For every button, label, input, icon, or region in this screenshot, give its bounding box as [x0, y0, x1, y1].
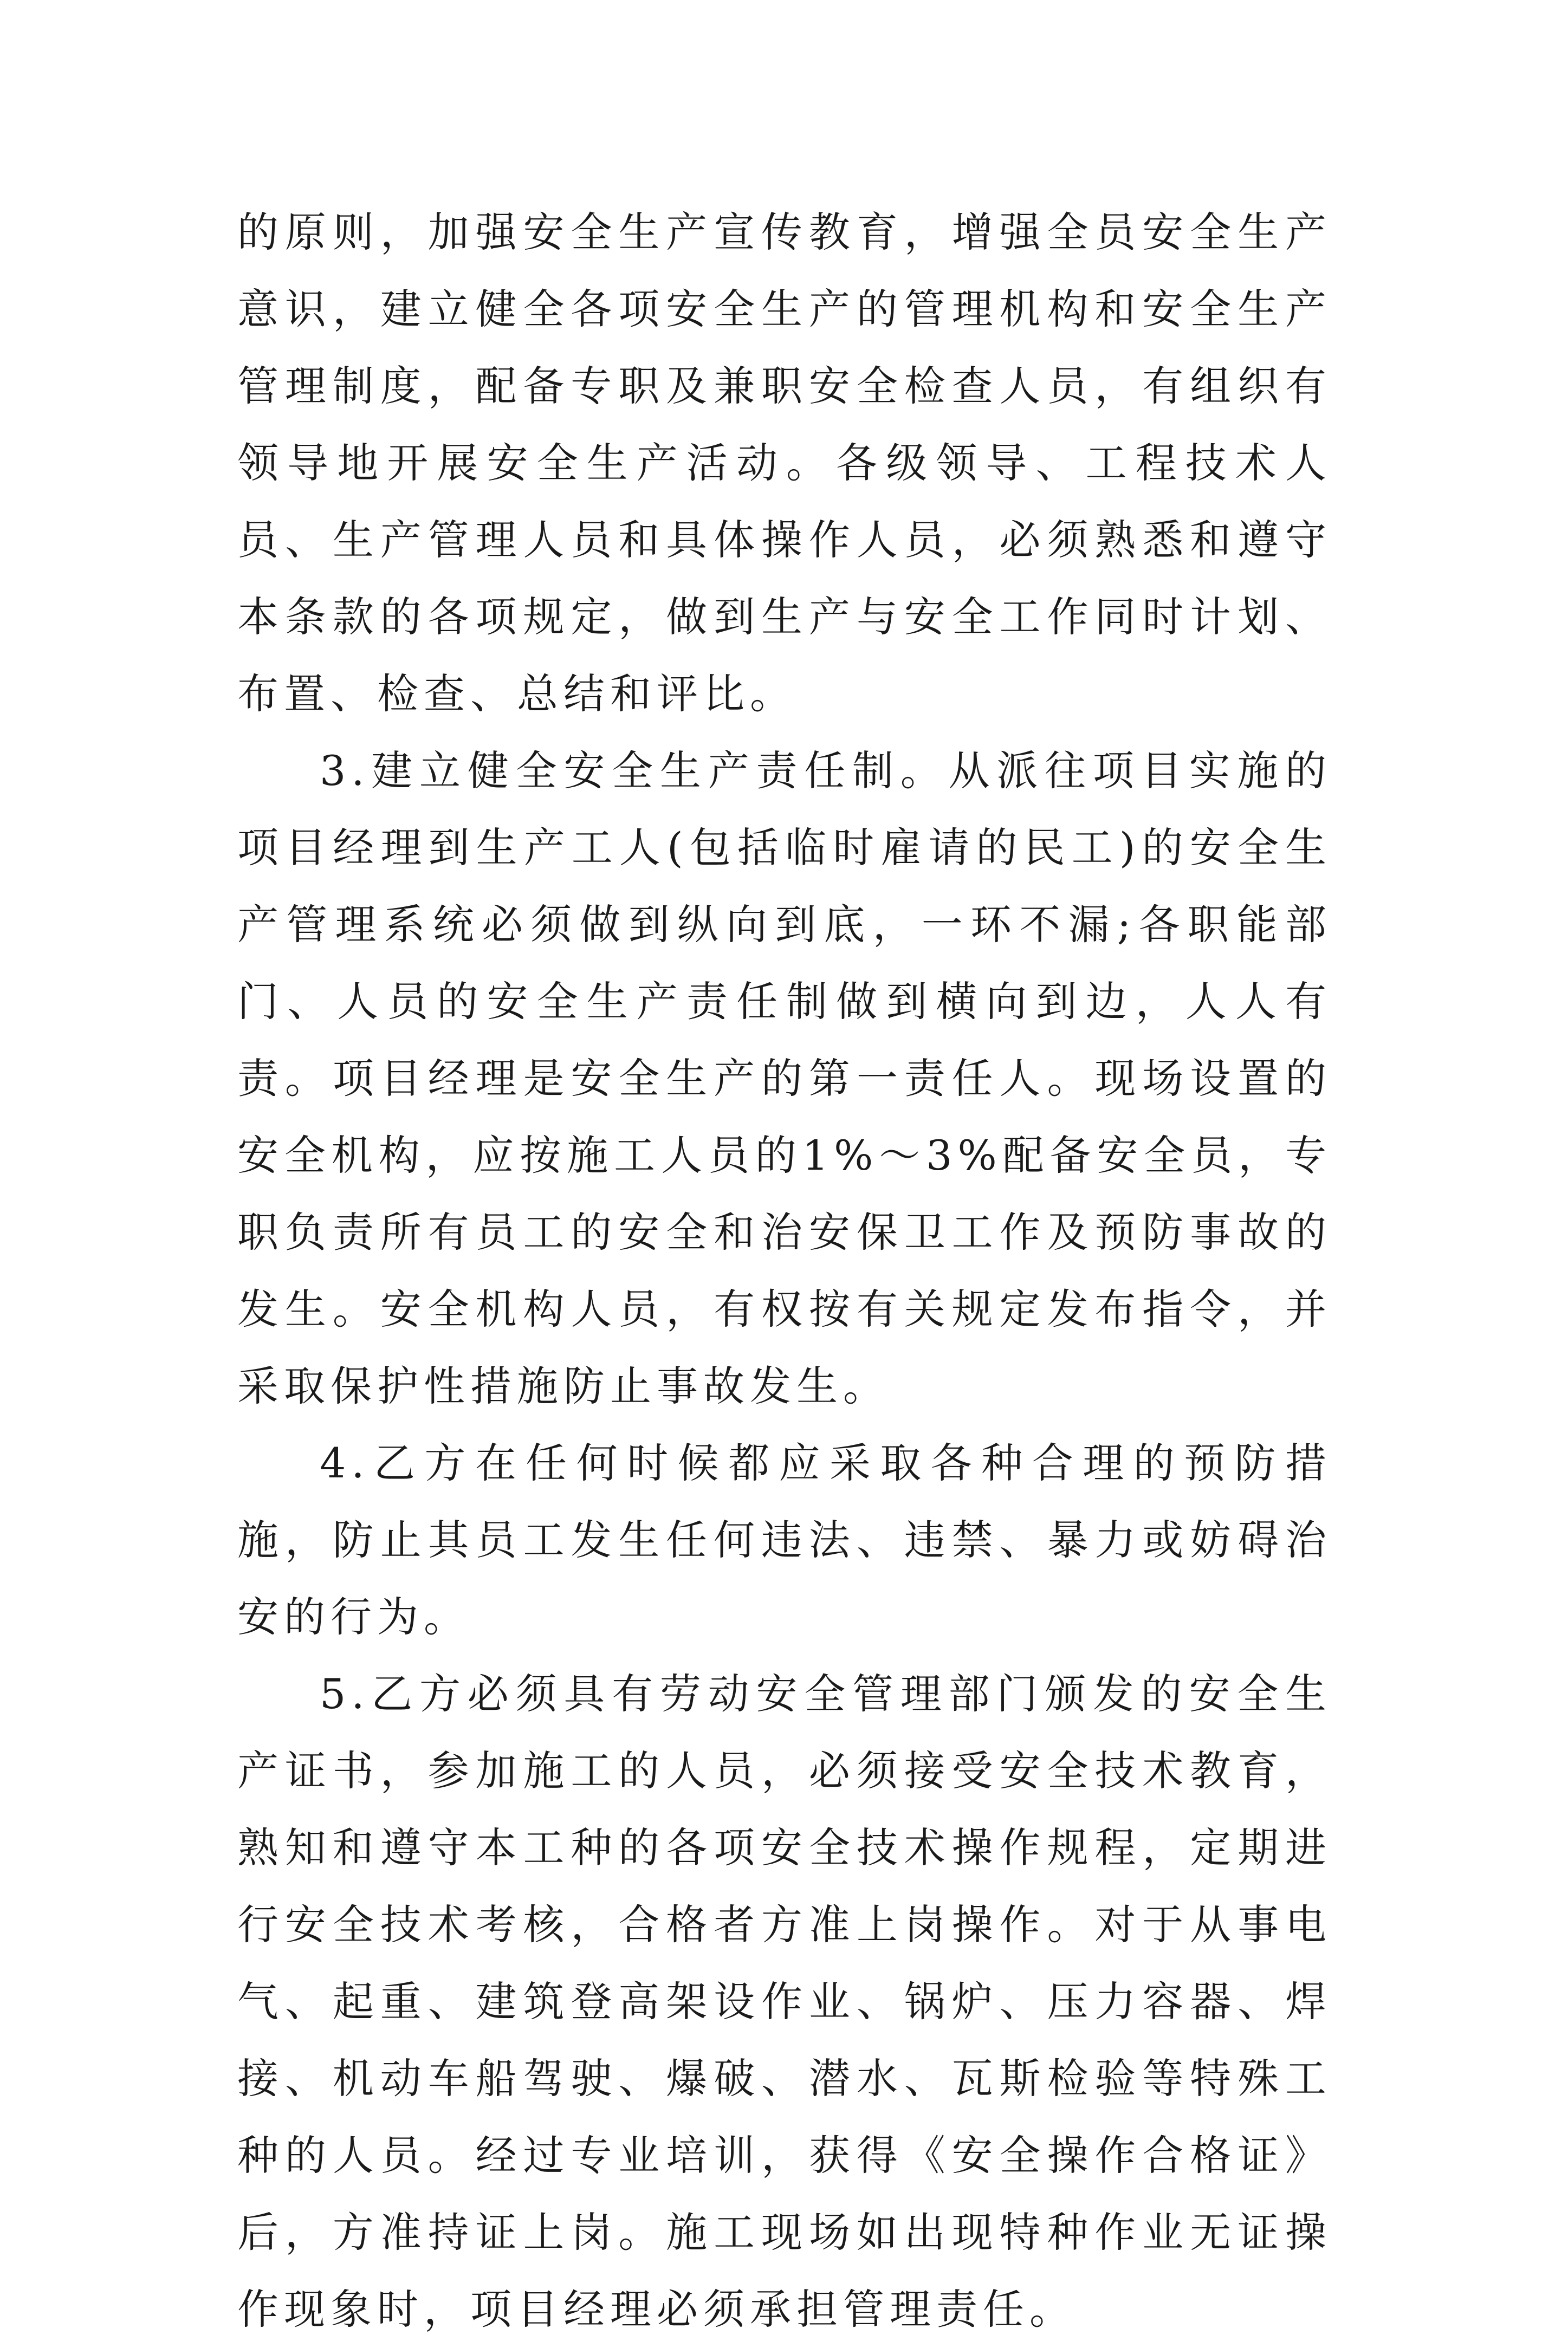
body-text — [237, 194, 1332, 2348]
paragraph-2: 3.建立健全安全生产责任制。从派往项目实施的项目经理到生产工人(包括临时雇请的民工)的安全生产管理系统必须做到纵向到底，一环不漏;各职能部门、人员的安全生产责任制做到横向到边，人人有责。项目经理是安全生产的第一责任人。现场设置的安全机构，应按施工人员的1%～3%配备安全员，专职负责所有员工的安全和治安保卫工作及预防事故的发生。安全机构人员，有权按有关规定发布指令，并采取保护性措施防止事故发生。 — [237, 747, 1332, 1410]
paragraph-1: 的原则，加强安全生产宣传教育，增强全员安全生产意识，建立健全各项安全生产的管理机构和安全生产管理制度，配备专职及兼职安全检查人员，有组织有领导地开展安全生产活动。各级领导、工程技术人员、生产管理人员和具体操作人员，必须熟悉和遵守本条款的各项规定，做到生产与安全工作同时计划、布置、检查、总结和评比。 — [237, 208, 1332, 718]
paragraph-4: 5.乙方必须具有劳动安全管理部门颁发的安全生产证书，参加施工的人员，必须接受安全技术教育，熟知和遵守本工种的各项安全技术操作规程，定期进行安全技术考核，合格者方准上岗操作。对于从事电气、起重、建筑登高架设作业、锅炉、压力容器、焊接、机动车船驾驶、爆破、潜水、瓦斯检验等特殊工种的人员。经过专业培训，获得《安全操作合格证》后，方准持证上岗。施工现场如出现特种作业无证操作现象时，项目经理必须承担管理责任。 — [237, 1670, 1332, 2333]
paragraph-3: 4.乙方在任何时候都应采取各种合理的预防措施，防止其员工发生任何违法、违禁、暴力或妨碍治安的行为。 — [237, 1439, 1332, 1641]
